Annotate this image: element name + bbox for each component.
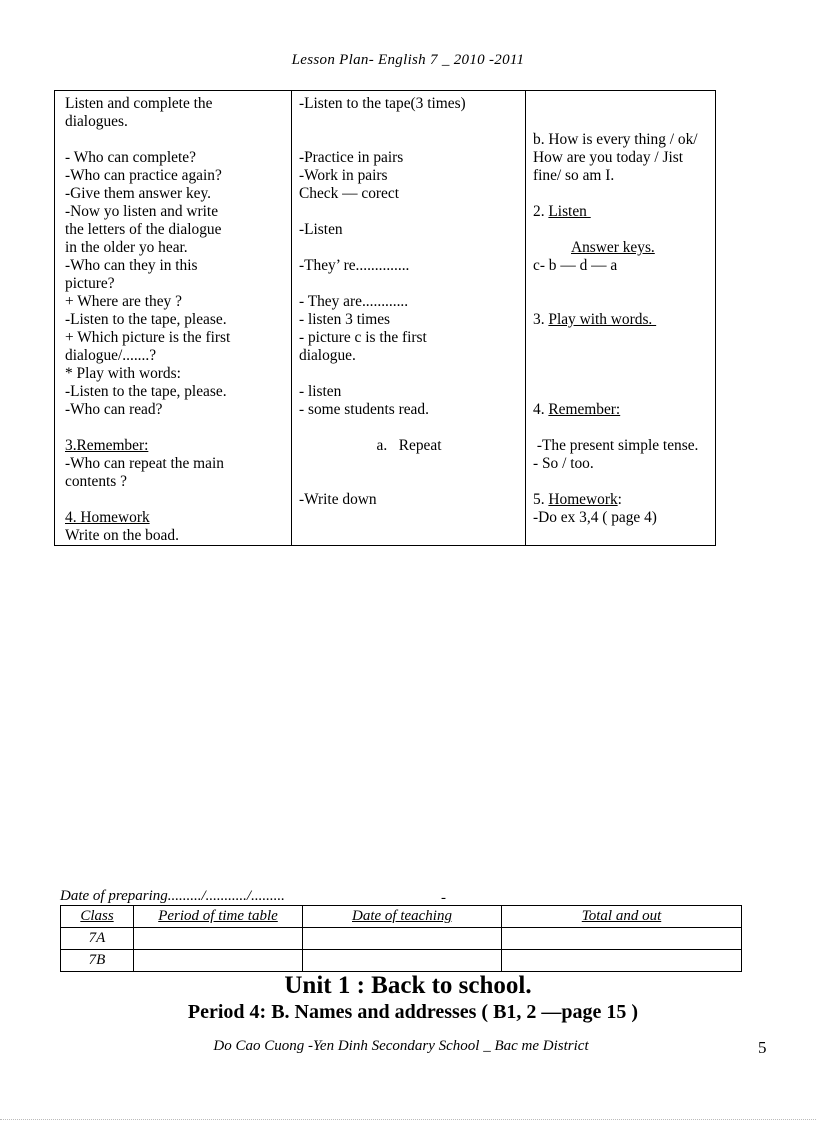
listen-label: Listen — [548, 203, 591, 220]
teacher-activities-column — [55, 91, 292, 546]
text-line — [299, 473, 519, 491]
text-line — [299, 365, 519, 383]
total-cell — [502, 928, 742, 950]
text-line: - listen 3 times — [299, 311, 391, 328]
text-line: -Listen to the tape, please. — [65, 311, 227, 328]
board-content-column — [526, 91, 716, 546]
text-line: * Play with words: — [65, 365, 181, 382]
header-total: Total and out — [502, 906, 742, 928]
section-heading-homework-board: 5. Homework: — [533, 491, 622, 508]
text-line: -Now yo listen and write — [65, 203, 219, 220]
text-line — [65, 491, 285, 509]
text-line: - Who can complete? — [65, 149, 196, 166]
text-line: - So / too. — [533, 455, 594, 472]
period-title: Period 4: B. Names and addresses ( B1, 2 —page 15 ) — [187, 1001, 639, 1023]
text-line: - They are............ — [299, 293, 409, 310]
text-line — [533, 95, 709, 113]
text-line: fine/ so am I. — [533, 167, 615, 184]
section-heading-play: 3. Play with words. — [533, 311, 657, 328]
schedule-table — [60, 905, 742, 972]
section-heading-homework: 4. Homework — [65, 509, 150, 526]
dash-mark: - — [441, 890, 446, 906]
header-class: Class — [61, 906, 134, 928]
text-line: Check — corect — [299, 185, 399, 202]
text-line — [299, 275, 519, 293]
page-header: Lesson Plan- English 7 _ 2010 -2011 — [291, 52, 525, 68]
remember-label: Remember: — [548, 401, 621, 418]
text-line: -Who can they in this — [65, 257, 198, 274]
total-cell — [502, 950, 742, 972]
text-line: Write on the boad. — [65, 527, 179, 544]
text-line: -Listen to the tape(3 times) — [299, 95, 466, 112]
play-with-words-label: Play with words. — [548, 311, 657, 328]
text-line: -They’ re.............. — [299, 257, 410, 274]
repeat-item: a. Repeat — [376, 437, 442, 454]
text-line: -The present simple tense. — [533, 437, 699, 454]
section-heading-remember-board: 4. Remember: — [533, 401, 621, 418]
text-line — [299, 203, 519, 221]
text-line — [533, 113, 709, 131]
text-line: -Do ex 3,4 ( page 4) — [533, 509, 657, 526]
section-heading-listen: 2. Listen — [533, 203, 591, 220]
text-line — [533, 419, 709, 437]
text-line: -Who can read? — [65, 401, 163, 418]
period-cell — [134, 928, 303, 950]
table-row — [61, 928, 742, 950]
section-heading-remember: 3.Remember: — [65, 437, 149, 454]
student-activities-column — [292, 91, 526, 546]
text-line: - listen — [299, 383, 342, 400]
header-period: Period of time table — [134, 906, 303, 928]
date-cell — [303, 950, 502, 972]
text-line — [533, 275, 709, 293]
lesson-table — [54, 90, 716, 546]
homework-label: Homework — [548, 491, 618, 508]
text-line: c- b — d — a — [533, 257, 618, 274]
text-line — [533, 329, 709, 347]
table-row — [61, 950, 742, 972]
text-line: -Practice in pairs — [299, 149, 404, 166]
text-line — [299, 113, 519, 131]
class-cell: 7B — [61, 950, 134, 972]
text-line: contents ? — [65, 473, 127, 490]
text-line: -Work in pairs — [299, 167, 388, 184]
text-line: dialogue/.......? — [65, 347, 157, 364]
text-line: - picture c is the first — [299, 329, 427, 346]
text-line: -Write down — [299, 491, 377, 508]
text-line: dialogues. — [65, 113, 128, 130]
page-footer: Do Cao Cuong -Yen Dinh Secondary School _ Bac me District — [213, 1038, 589, 1054]
text-line — [533, 473, 709, 491]
answer-keys-heading: Answer keys. — [571, 239, 655, 256]
text-line: - some students read. — [299, 401, 429, 418]
text-line — [533, 347, 709, 365]
text-line: -Listen — [299, 221, 343, 238]
text-line — [65, 419, 285, 437]
text-line: in the older yo hear. — [65, 239, 188, 256]
class-cell: 7A — [61, 928, 134, 950]
text-line — [299, 239, 519, 257]
text-line: picture? — [65, 275, 115, 292]
text-line: b. How is every thing / ok/ — [533, 131, 698, 148]
date-cell — [303, 928, 502, 950]
text-line — [533, 293, 709, 311]
page-bottom-rule — [0, 1119, 816, 1120]
text-line: -Listen to the tape, please. — [65, 383, 227, 400]
header-date-teaching: Date of teaching — [303, 906, 502, 928]
text-line — [299, 419, 519, 437]
period-cell — [134, 950, 303, 972]
text-line: + Where are they ? — [65, 293, 182, 310]
text-line: the letters of the dialogue — [65, 221, 222, 238]
unit-title: Unit 1 : Back to school. — [284, 972, 532, 999]
text-line — [65, 131, 285, 149]
text-line: dialogue. — [299, 347, 356, 364]
text-line — [533, 221, 709, 239]
page-number: 5 — [758, 1038, 767, 1057]
text-line: Listen and complete the — [65, 95, 213, 112]
text-line — [533, 383, 709, 401]
text-line: -Who can practice again? — [65, 167, 222, 184]
text-line: + Which picture is the first — [65, 329, 231, 346]
text-line — [533, 365, 709, 383]
text-line: -Give them answer key. — [65, 185, 212, 202]
text-line — [299, 131, 519, 149]
text-line: How are you today / Jist — [533, 149, 684, 166]
text-line — [533, 185, 709, 203]
text-line — [299, 455, 519, 473]
date-of-preparing: Date of preparing........./.........../......... — [60, 888, 285, 904]
text-line: -Who can repeat the main — [65, 455, 224, 472]
